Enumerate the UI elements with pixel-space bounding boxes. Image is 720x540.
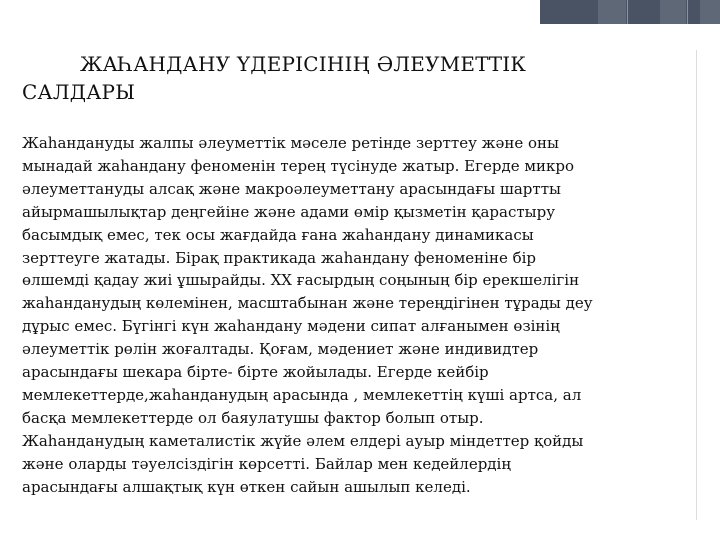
decorative-top-band [540,0,720,24]
body-line: жаһанданудың көлемінен, масштабынан және тереңдігінен тұрады деу [22,294,593,313]
body-line: мемлекеттерде,жаһанданудың арасында , мемлекеттің күші артса, ал [22,385,582,404]
body-line: арасындағы алшақтық күн өткен сайын ашылып келеді. [22,477,471,496]
body-line: және оларды тәуелсіздігін көрсетті. Байлар мен кедейлердің [22,454,511,473]
body-line: әлеуметтік рөлін жоғалтады. Қоғам, мәдениет және индивидтер [22,340,539,359]
body-line: басқа мемлекеттерде ол баяулатушы фактор болып отыр. [22,408,484,427]
decorative-square [660,0,686,24]
title-line-1: ЖАҺАНДАНУ ҮДЕРІСІНІҢ ӘЛЕУМЕТТІК [80,52,527,76]
decorative-divider [627,0,628,24]
body-line: дұрыс емес. Бүгінгі күн жаһандану мәдени сипат алғанымен өзінің [22,317,560,336]
body-paragraph [22,132,702,499]
title-line-2: САЛДАРЫ [22,80,136,104]
body-line: зерттеуге жатады. Бірақ практикада жаһандану феноменіне бір [22,248,537,267]
body-line: Жаһандануды жалпы әлеуметтік мәселе ретінде зерттеу және оны [22,134,559,152]
body-line: әлеуметтануды алсақ және макроәлеуметтану арасындағы шартты [22,179,561,198]
decorative-square [598,0,626,24]
decorative-divider [687,0,688,24]
body-line: өлшемді қадау жиі ұшырайды. XX ғасырдың соңының бір ерекшелігін [22,271,580,290]
body-line: айырмашылықтар деңгейіне және адами өмір қызметін қарастыру [22,202,556,221]
body-line: арасындағы шекара бірте- бірте жойылады. Егерде кейбір [22,363,489,382]
body-line: Жаһанданудың каметалистік жүйе әлем елдері ауыр міндеттер қойды [22,431,584,450]
body-line: мынадай жаһандану феноменін терең түсінуде жатыр. Егерде микро [22,156,575,175]
body-line: басымдық емес, тек осы жағдайда ғана жаһандану динамикасы [22,225,534,244]
decorative-square [700,0,720,24]
slide-title [22,50,662,106]
